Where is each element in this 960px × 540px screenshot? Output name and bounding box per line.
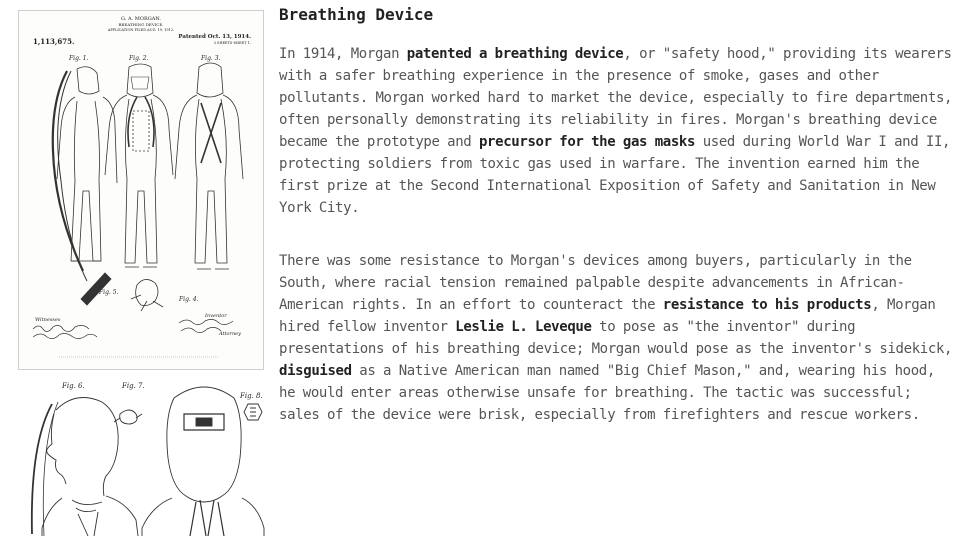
- figure-7-label: Fig. 7.: [122, 382, 145, 390]
- text-run: as a Native American man named "Big Chief Mason," and, wearing his hood, he would enter areas otherwise unsafe for breathing. The tactic was successful; sales of the device were brisk, especially from firefighters and rescue workers.: [279, 363, 935, 423]
- figure-8-drawing: [239, 392, 263, 420]
- article: [279, 4, 954, 426]
- figure-3-label: Fig. 3.: [201, 55, 221, 62]
- patent-date: Patented Oct. 13, 1914.: [178, 34, 251, 40]
- patent-detail-drawing: [22, 374, 268, 539]
- text-run: used during World War I and II, protecting soldiers from toxic gas used in warfare. The invention earned him the first prize at the Second International Exposition of Safety and Sanitation in New York City.: [279, 134, 951, 216]
- figure-6-drawing: [32, 382, 138, 536]
- patent-number: 1,113,675.: [33, 37, 75, 46]
- patent-inventor: G. A. MORGAN.: [120, 16, 162, 22]
- text-run: There was some resistance to Morgan's devices among buyers, particularly in the South, where racial tension remained palpable despite advancements in African-American rights. In an effort to counteract the: [279, 253, 912, 313]
- emphasis-text: resistance to his products: [662, 297, 872, 313]
- figure-1-label: Fig. 1.: [69, 55, 89, 62]
- article-paragraph-1: [279, 43, 954, 219]
- emphasis-text: precursor for the gas masks: [478, 134, 696, 150]
- patent-filed: APPLICATION FILED AUG. 19, 1912.: [107, 28, 175, 32]
- figure-2-label: Fig. 2.: [129, 55, 149, 62]
- figure-4-drawing: [131, 279, 199, 311]
- figure-5-label: Fig. 5.: [99, 289, 119, 296]
- text-run: In 1914, Morgan: [279, 46, 407, 62]
- patent-device: BREATHING DEVICE.: [118, 22, 164, 27]
- article-paragraph-2: [279, 250, 954, 426]
- figure-7-drawing: [114, 382, 145, 424]
- figure-1-drawing: [53, 55, 117, 281]
- signatures: [33, 319, 233, 338]
- emphasis-text: Leslie L. Leveque: [455, 319, 592, 335]
- inventor-label: Inventor: [205, 313, 227, 319]
- figure-2-drawing: [105, 55, 173, 267]
- text-run: , or "safety hood," providing its wearers with a safer breathing experience in the presence of smoke, gases and other pollutants. Morgan worked hard to market the device, especially to fire departments, often personally demonstrating its reliability in fires. Morgan's breathing device became the prototype and: [279, 46, 953, 150]
- text-run: to pose as "the inventor" during presentations of his breathing device; Morgan would pose as the inventor's sidekick,: [279, 319, 953, 357]
- patent-sheets: 3 SHEETS-SHEET 1.: [213, 41, 251, 45]
- patent-drawing-sheet: [18, 10, 264, 370]
- emphasis-text: patented a breathing device: [406, 46, 624, 62]
- article-title: Breathing Device: [279, 5, 434, 24]
- figure-8-label: Fig. 8.: [240, 392, 263, 400]
- figure-3-drawing: [175, 55, 243, 269]
- figure-5-drawing: [81, 273, 119, 305]
- figure-6-label: Fig. 6.: [62, 382, 85, 390]
- figure-4-label: Fig. 4.: [179, 296, 199, 303]
- witnesses-label: Witnesses: [35, 317, 61, 323]
- text-run: , Morgan hired fellow inventor: [279, 297, 936, 335]
- illustrations-column: [18, 10, 268, 535]
- attorney-label: Attorney: [219, 331, 241, 337]
- emphasis-text: disguised: [279, 363, 352, 379]
